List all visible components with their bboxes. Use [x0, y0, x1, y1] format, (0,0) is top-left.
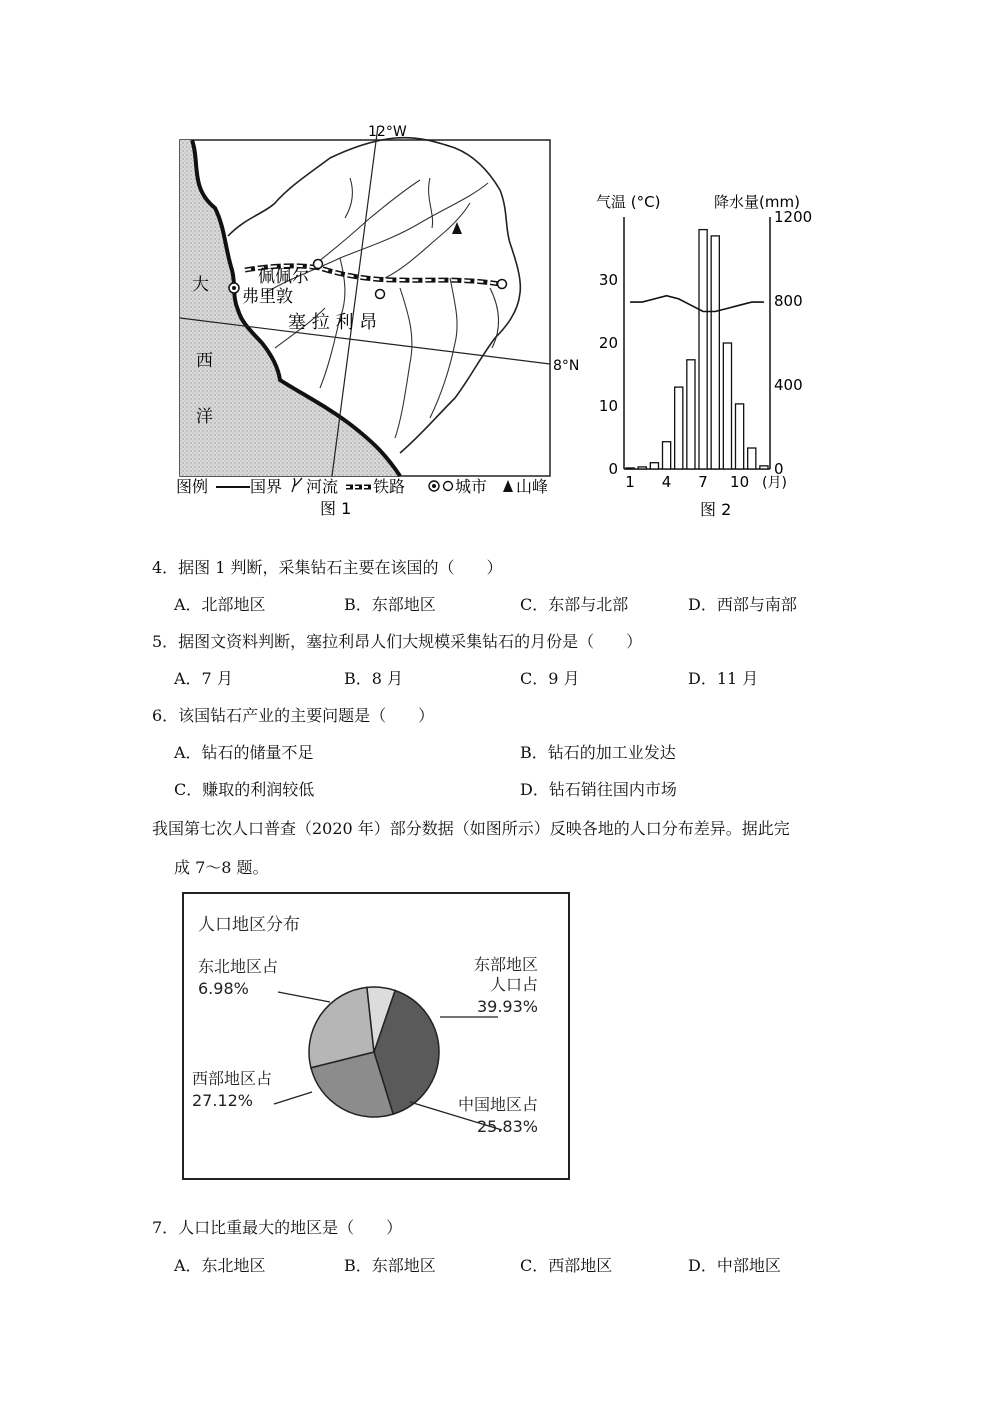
precip-tick-label: 0 — [774, 460, 784, 478]
q6-option-b[interactable]: B．钻石的加工业发达 — [520, 743, 676, 762]
q5-option-d[interactable]: D．11 月 — [688, 669, 759, 688]
pie-label-3: 东北地区占 — [198, 957, 279, 976]
q5-option-c[interactable]: C．9 月 — [520, 669, 580, 688]
figure2-climate-chart — [590, 185, 820, 530]
pie-percent-0: 39.93% — [476, 997, 538, 1016]
city-marker-east — [498, 280, 507, 289]
ocean-label-2: 西 — [196, 351, 213, 371]
precip-tick-label: 1200 — [774, 208, 813, 226]
q4-option-a[interactable]: A．北部地区 — [174, 595, 266, 614]
q6-option-a[interactable]: A．钻石的储量不足 — [174, 743, 314, 762]
q4-option-b[interactable]: B．东部地区 — [344, 595, 436, 614]
q6-option-d[interactable]: D．钻石销往国内市场 — [520, 780, 677, 799]
question-7-stem: 7．人口比重最大的地区是（ ） — [152, 1218, 403, 1237]
pie-percent-3: 6.98% — [198, 979, 249, 998]
temp-tick-label: 30 — [598, 271, 618, 289]
ocean-label-1: 大 — [192, 275, 209, 295]
meridian-label: 12°W — [368, 124, 407, 140]
q5-option-b[interactable]: B．8 月 — [344, 669, 404, 688]
pie-label-2: 西部地区占 — [192, 1069, 273, 1088]
city-label-pepel: 佩佩尔 — [258, 267, 309, 287]
svg-text:山峰: 山峰 — [516, 477, 549, 496]
svg-text:河流: 河流 — [306, 477, 339, 496]
q7-option-c[interactable]: C．西部地区 — [520, 1256, 613, 1275]
pie-label-1: 中国地区占 — [457, 1095, 538, 1114]
month-unit-label: (月) — [762, 475, 787, 491]
pie-label-0: 人口占 — [489, 975, 538, 994]
question-5-stem: 5．据图文资料判断，塞拉利昂人们大规模采集钻石的月份是（ ） — [152, 632, 643, 651]
precip-tick-label: 400 — [774, 376, 803, 394]
pie-title: 人口地区分布 — [198, 915, 300, 935]
q7-option-d[interactable]: D．中部地区 — [688, 1256, 781, 1275]
temp-axis-title: 气温 (°C) — [596, 193, 661, 211]
precip-bar-month-7 — [699, 230, 707, 469]
month-tick-label: 1 — [625, 473, 635, 491]
q7-option-a[interactable]: A．东北地区 — [174, 1256, 266, 1275]
svg-text:城市: 城市 — [455, 477, 488, 496]
precip-bar-month-5 — [675, 387, 683, 469]
map-legend — [176, 477, 548, 496]
precip-bar-month-4 — [663, 442, 671, 469]
intro-line-1: 我国第七次人口普查（2020 年）部分数据（如图所示）反映各地的人口分布差异。据此完 — [152, 819, 790, 838]
temp-tick-label: 20 — [598, 334, 618, 352]
precip-bar-month-12 — [760, 466, 768, 469]
pie-percent-2: 27.12% — [192, 1091, 254, 1110]
precip-bar-month-11 — [748, 448, 756, 469]
figure2-caption: 图 2 — [700, 500, 732, 519]
intro-line-2: 成 7～8 题。 — [174, 858, 269, 877]
q6-option-c[interactable]: C．赚取的利润较低 — [174, 780, 315, 799]
figure1-caption: 图 1 — [320, 499, 352, 518]
q4-option-c[interactable]: C．东部与北部 — [520, 595, 629, 614]
country-label: 塞 拉 利 昂 — [288, 312, 378, 333]
city-marker-inland — [376, 290, 385, 299]
precip-bar-month-8 — [711, 236, 719, 469]
precip-tick-label: 800 — [774, 292, 803, 310]
temperature-line — [630, 296, 764, 312]
q4-option-d[interactable]: D．西部与南部 — [688, 595, 797, 614]
question-4-stem: 4．据图 1 判断，采集钻石主要在该国的（ ） — [152, 558, 503, 577]
parallel-label: 8°N — [553, 358, 580, 374]
q5-option-a[interactable]: A．7 月 — [174, 669, 233, 688]
pie-svg — [182, 892, 570, 1180]
precip-bar-month-2 — [638, 467, 646, 469]
precip-axis-title: 降水量(mm) — [714, 193, 800, 211]
temp-tick-label: 10 — [598, 397, 618, 415]
figure1-map — [170, 118, 580, 528]
q7-option-b[interactable]: B．东部地区 — [344, 1256, 436, 1275]
pie-label-0: 东部地区 — [473, 955, 538, 974]
month-tick-label: 7 — [698, 473, 708, 491]
pie-figure — [182, 892, 570, 1180]
city-label-freetown: 弗里敦 — [242, 287, 293, 307]
precip-bar-month-10 — [736, 404, 744, 469]
svg-text:铁路: 铁路 — [373, 477, 406, 496]
month-tick-label: 10 — [730, 473, 750, 491]
precip-bar-month-3 — [650, 463, 658, 469]
question-6-stem: 6．该国钻石产业的主要问题是（ ） — [152, 706, 435, 725]
month-tick-label: 4 — [661, 473, 672, 491]
temp-tick-label: 0 — [608, 460, 618, 478]
city-marker-pepel — [314, 260, 323, 269]
climate-svg — [590, 185, 820, 530]
map-svg — [170, 118, 580, 528]
svg-text:国界: 国界 — [250, 477, 283, 496]
ocean-label-3: 洋 — [196, 407, 213, 427]
pie-percent-1: 25.83% — [476, 1117, 538, 1136]
precip-bar-month-6 — [687, 360, 695, 469]
svg-text:图例: 图例 — [176, 477, 209, 496]
precip-bar-month-9 — [723, 343, 731, 469]
precip-bar-month-1 — [626, 468, 634, 469]
